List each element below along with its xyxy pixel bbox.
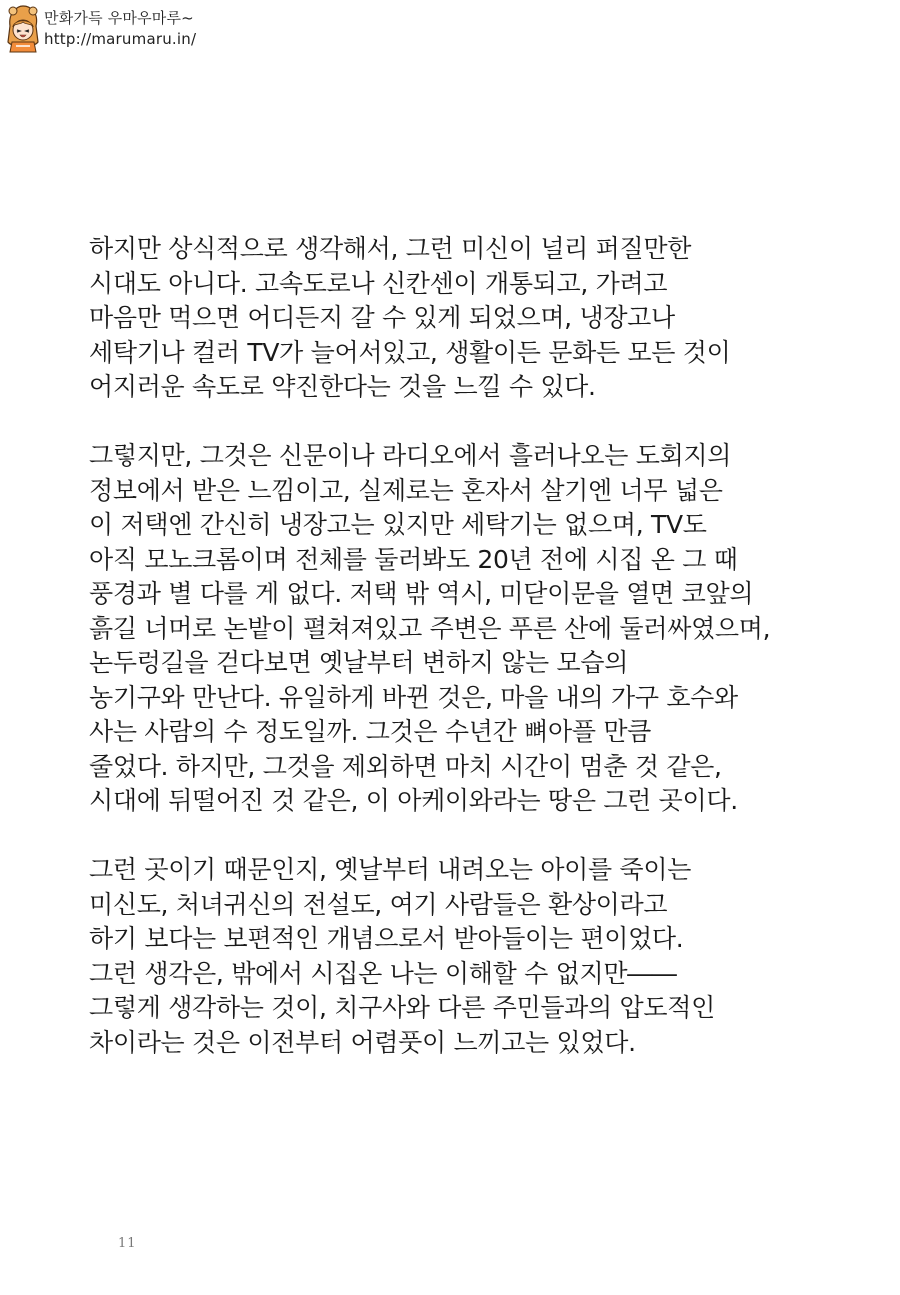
watermark-text [44,8,196,50]
text-line: 줄었다. 하지만, 그것을 제외하면 마치 시간이 멈춘 것 같은, [89,751,722,781]
text-line: 논두렁길을 걷다보면 옛날부터 변하지 않는 모습의 [89,648,629,677]
paragraph [89,853,869,1060]
text-line: 그렇지만, 그것은 신문이나 라디오에서 흘러나오는 도회지의 [89,441,732,470]
text-line: 미신도, 처녀귀신의 전설도, 여기 사람들은 환상이라고 [89,889,668,919]
text-line: 아직 모노크롬이며 전체를 둘러봐도 20년 전에 시집 온 그 때 [89,544,738,574]
text-line: 시대도 아니다. 고속도로나 신칸센이 개통되고, 가려고 [89,268,668,298]
watermark-url: http://marumaru.in/ [44,30,197,48]
text-line: 그런 곳이기 때문인지, 옛날부터 내려오는 아이를 죽이는 [89,855,692,884]
paragraph [89,439,869,819]
text-line: 하지만 상식적으로 생각해서, 그런 미신이 널리 퍼질만한 [89,234,692,263]
text-line: 흙길 너머로 논밭이 펼쳐져있고 주변은 푸른 산에 둘러싸였으며, [89,613,771,643]
anime-girl-mascot-icon [4,4,42,54]
page-number: 11 [118,1236,137,1251]
text-line: 농기구와 만난다. 유일하게 바뀐 것은, 마을 내의 가구 호수와 [89,682,738,712]
body-text [89,232,869,1095]
text-line: 사는 사람의 수 정도일까. 그것은 수년간 뼈아플 만큼 [89,717,652,746]
text-line: 정보에서 받은 느낌이고, 실제로는 혼자서 살기엔 너무 넓은 [89,475,723,505]
text-line: 세탁기나 컬러 TV가 늘어서있고, 생활이든 문화든 모든 것이 [89,337,731,367]
text-line: 이 저택엔 간신히 냉장고는 있지만 세탁기는 없으며, TV도 [89,510,707,539]
watermark [4,4,196,54]
text-line: 어지러운 속도로 약진한다는 것을 느낄 수 있다. [89,372,596,401]
text-line: 차이라는 것은 이전부터 어렴풋이 느끼고는 있었다. [89,1027,636,1057]
text-line: 마음만 먹으면 어디든지 갈 수 있게 되었으며, 냉장고나 [89,303,675,332]
text-line: 풍경과 별 다를 게 없다. 저택 밖 역시, 미닫이문을 열면 코앞의 [89,579,754,608]
text-line: 시대에 뒤떨어진 것 같은, 이 아케이와라는 땅은 그런 곳이다. [89,786,738,815]
text-line: 그런 생각은, 밖에서 시집온 나는 이해할 수 없지만―― [89,958,677,988]
paragraph [89,232,869,405]
text-line: 하기 보다는 보편적인 개념으로서 받아들이는 편이었다. [89,924,684,953]
watermark-title: 만화가득 우마우마루~ [44,9,194,27]
text-line: 그렇게 생각하는 것이, 치구사와 다른 주민들과의 압도적인 [89,993,715,1022]
